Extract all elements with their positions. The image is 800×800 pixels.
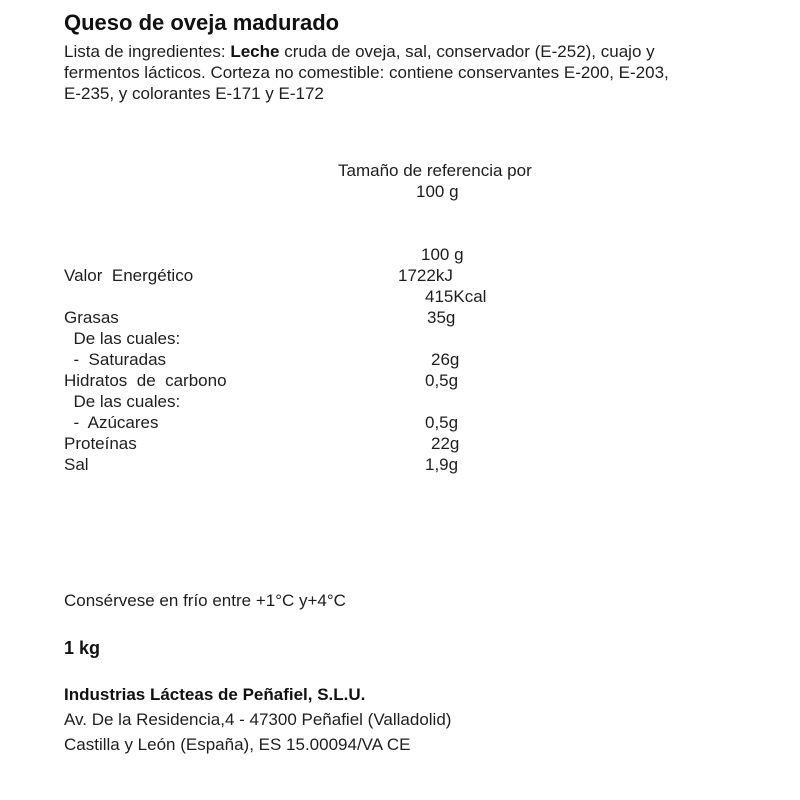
ingredients-line2: fermentos lácticos. Corteza no comestible: contiene conservantes E-200, E-203,: [64, 63, 669, 82]
nutrition-row-value: 26g: [431, 350, 460, 369]
manufacturer-address-2: Castilla y León (España), ES 15.00094/VA CE: [64, 735, 411, 754]
reference-size-label: Tamaño de referencia por: [338, 161, 532, 180]
nutrition-column-header: 100 g: [421, 245, 464, 264]
nutrition-row-label: - Saturadas: [64, 350, 167, 369]
nutrition-row-label: Proteínas: [64, 434, 137, 453]
ingredients-list: [64, 41, 764, 104]
ingredients-line3: E-235, y colorantes E-171 y E-172: [64, 84, 324, 103]
ingredients-prefix: Lista de ingredientes:: [64, 42, 231, 61]
nutrition-row-label: Valor Energético: [64, 266, 194, 285]
manufacturer-address-1: Av. De la Residencia,4 - 47300 Peñafiel (Valladolid): [64, 710, 452, 729]
ingredients-line1: cruda de oveja, sal, conservador (E-252), cuajo y: [279, 42, 655, 61]
nutrition-row-label: De las cuales:: [64, 392, 181, 411]
nutrition-row-value: 0,5g: [425, 371, 459, 390]
nutrition-row-value: 1,9g: [425, 455, 459, 474]
net-weight: 1 kg: [64, 638, 101, 658]
nutrition-row-label: De las cuales:: [64, 329, 181, 348]
nutrition-row-label: Grasas: [64, 308, 119, 327]
manufacturer-name: Industrias Lácteas de Peñafiel, S.L.U.: [64, 685, 366, 704]
nutrition-row-label: Hidratos de carbono: [64, 371, 227, 390]
nutrition-row-label: Sal: [64, 455, 89, 474]
nutrition-row-label: - Azúcares: [64, 413, 159, 432]
nutrition-row-value: 1722kJ: [398, 266, 453, 285]
allergen-leche: Leche: [230, 42, 280, 61]
nutrition-row-value: 22g: [431, 434, 460, 453]
storage-instructions: Consérvese en frío entre +1°C y+4°C: [64, 591, 346, 610]
nutrition-row-value: 415Kcal: [425, 287, 487, 306]
product-title: Queso de oveja madurado: [64, 10, 340, 35]
nutrition-row-value: 35g: [427, 308, 456, 327]
nutrition-row-value: 0,5g: [425, 413, 459, 432]
reference-size-value: 100 g: [416, 182, 459, 201]
